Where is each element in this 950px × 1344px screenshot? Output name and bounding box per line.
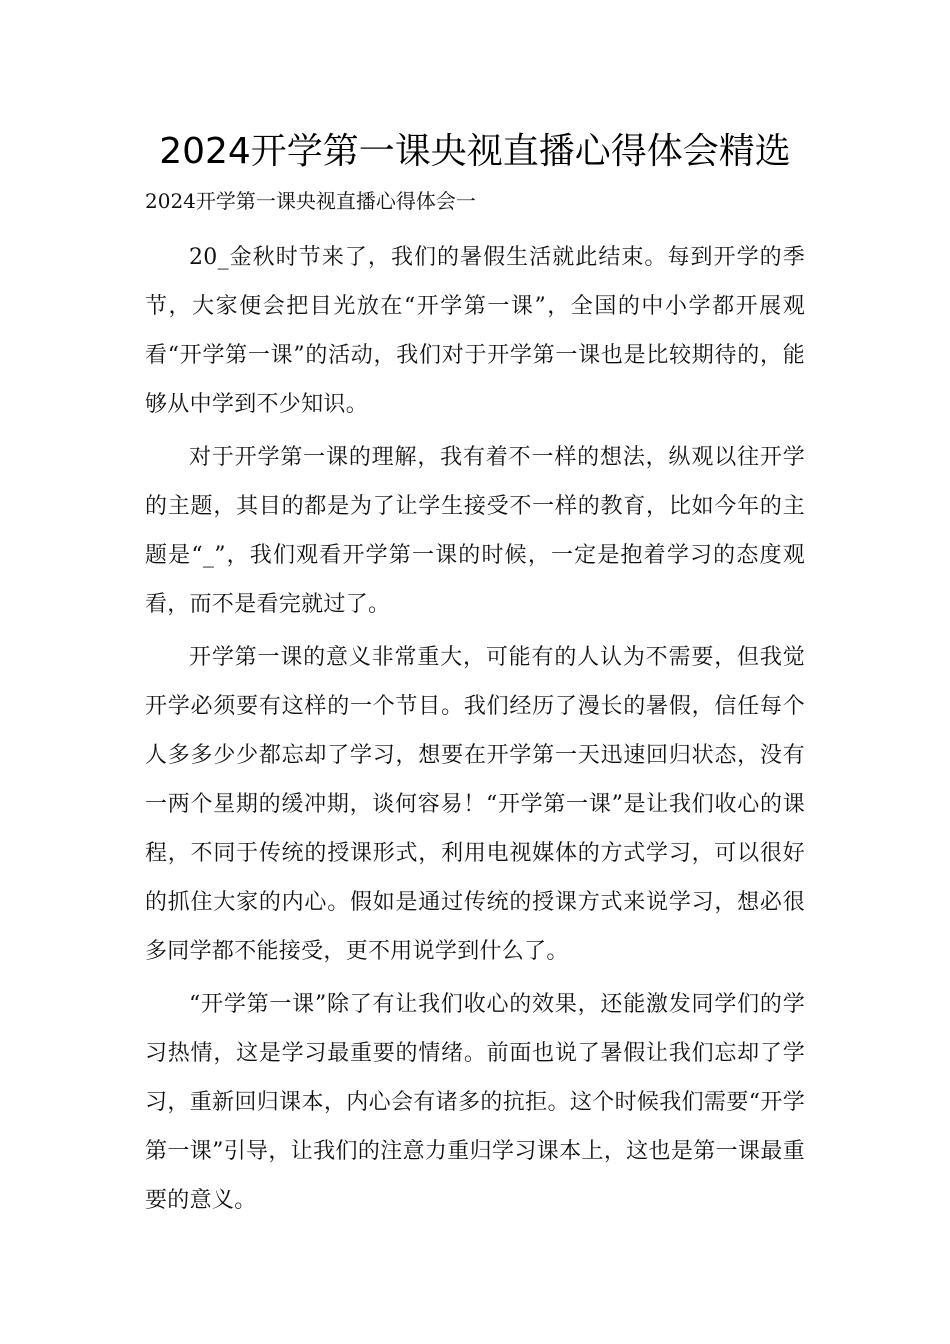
- paragraph-2: 对于开学第一课的理解，我有着不一样的想法，纵观以往开学的主题，其目的都是为了让学生接受不一样的教育，比如今年的主题是“_”，我们观看开学第一课的时候，一定是抱着学习的态度观看，而不是看完就过了。: [145, 445, 805, 617]
- document-title: 2024开学第一课央视直播心得体会精选: [159, 131, 791, 172]
- paragraph-1: 20_金秋时节来了，我们的暑假生活就此结束。每到开学的季节，大家便会把目光放在“开学第一课”，全国的中小学都开展观看“开学第一课”的活动，我们对于开学第一课也是比较期待的，能够从中学到不少知识。: [145, 245, 805, 417]
- paragraph-3: 开学第一课的意义非常重大，可能有的人认为不需要，但我觉开学必须要有这样的一个节目。我们经历了漫长的暑假，信任每个人多多少少都忘却了学习，想要在开学第一天迅速回归状态，没有一两个星期的缓冲期，谈何容易！“开学第一课”是让我们收心的课程，不同于传统的授课形式，利用电视媒体的方式学习，可以很好的抓住大家的内心。假如是通过传统的授课方式来说学习，想必很多同学都不能接受，更不用说学到什么了。: [145, 645, 805, 964]
- document-subtitle: 2024开学第一课央视直播心得体会一: [145, 189, 476, 213]
- document-body: [145, 233, 805, 1229]
- paragraph-4: “开学第一课”除了有让我们收心的效果，还能激发同学们的学习热情，这是学习最重要的情绪。前面也说了暑假让我们忘却了学习，重新回归课本，内心会有诸多的抗拒。这个时候我们需要“开学第一课”引导，让我们的注意力重归学习课本上，这也是第一课最重要的意义。: [145, 992, 805, 1213]
